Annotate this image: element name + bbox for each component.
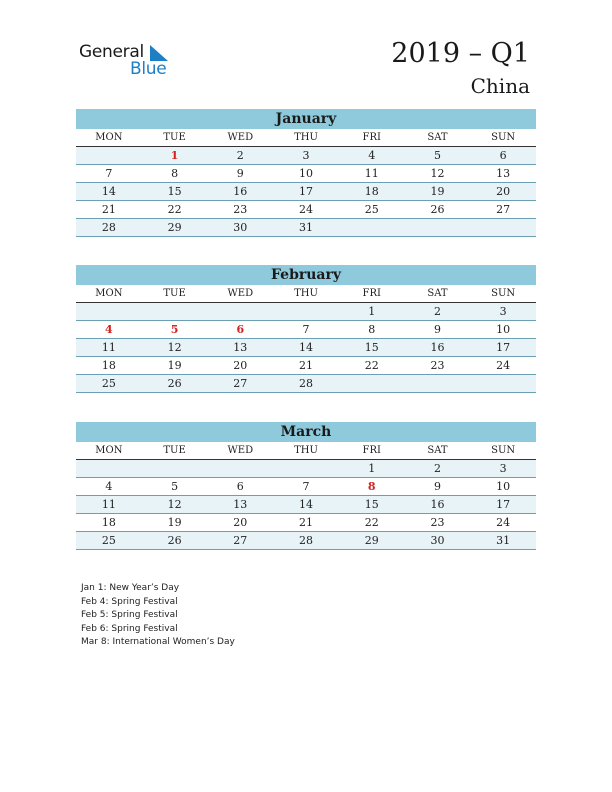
- holiday-date-cell: 1: [170, 149, 179, 162]
- date-cell: 23: [233, 203, 248, 216]
- generalblue-logo: [79, 42, 189, 82]
- date-cell: 28: [101, 221, 116, 234]
- holiday-note: Feb 5: Spring Festival: [81, 610, 178, 620]
- date-cell: 24: [299, 203, 314, 216]
- date-cell: 28: [299, 377, 314, 390]
- date-cell: 9: [433, 480, 441, 493]
- month-header: January: [76, 109, 536, 129]
- date-cell: 24: [496, 516, 511, 529]
- holiday-date-cell: 5: [170, 323, 179, 336]
- weekday-label: WED: [227, 132, 254, 143]
- holiday-date-cell: 8: [367, 480, 376, 493]
- date-cell: 26: [167, 534, 182, 547]
- date-cell: 28: [299, 534, 314, 547]
- weekday-label: SUN: [491, 288, 516, 299]
- date-cell: 15: [167, 185, 182, 198]
- weekday-label: THU: [294, 445, 318, 456]
- date-cell: 13: [233, 341, 248, 354]
- logo-blue-text: Blue: [130, 59, 167, 79]
- holiday-notes: [81, 582, 235, 650]
- date-cell: [273, 303, 339, 320]
- date-cell: 22: [364, 516, 379, 529]
- date-cell: 19: [167, 359, 182, 372]
- date-cell: [142, 303, 208, 320]
- weekday-label: SAT: [427, 445, 448, 456]
- date-cell: 22: [364, 359, 379, 372]
- date-cell: 2: [433, 305, 441, 318]
- date-cell: [339, 219, 405, 236]
- date-cell: 25: [364, 203, 379, 216]
- date-cell: 16: [233, 185, 248, 198]
- date-cell: 15: [364, 341, 379, 354]
- date-cell: 22: [167, 203, 182, 216]
- date-cell: 8: [171, 167, 179, 180]
- month-header: March: [76, 422, 536, 442]
- date-cell: 19: [430, 185, 445, 198]
- date-cell: [207, 303, 273, 320]
- date-cell: 20: [496, 185, 511, 198]
- date-cell: 16: [430, 498, 445, 511]
- date-cell: 25: [101, 534, 116, 547]
- date-cell: 17: [496, 498, 511, 511]
- date-cell: [273, 460, 339, 477]
- date-cell: 13: [496, 167, 511, 180]
- weekday-label: MON: [95, 445, 123, 456]
- weekday-label: TUE: [163, 445, 186, 456]
- month-march: [76, 422, 536, 550]
- date-cell: [470, 375, 536, 392]
- date-cell: 25: [101, 377, 116, 390]
- date-cell: 9: [433, 323, 441, 336]
- date-cell: 11: [101, 498, 116, 511]
- date-cell: 30: [233, 221, 248, 234]
- month-january: [76, 109, 536, 237]
- date-cell: 23: [430, 359, 445, 372]
- week-row: [76, 478, 536, 496]
- date-cell: 14: [299, 498, 314, 511]
- holiday-note: Feb 6: Spring Festival: [81, 623, 178, 634]
- date-cell: [142, 460, 208, 477]
- date-cell: 4: [368, 149, 376, 162]
- weekday-label: FRI: [362, 445, 381, 456]
- week-row: [76, 357, 536, 375]
- weekday-label: WED: [227, 288, 254, 299]
- weekday-label: FRI: [362, 288, 381, 299]
- date-cell: 6: [236, 480, 244, 493]
- week-row: [76, 532, 536, 550]
- date-cell: 6: [499, 149, 507, 162]
- date-cell: 2: [236, 149, 244, 162]
- date-cell: 17: [299, 185, 314, 198]
- date-cell: 14: [299, 341, 314, 354]
- weekday-label: MON: [95, 132, 123, 143]
- date-cell: 26: [167, 377, 182, 390]
- date-cell: 26: [430, 203, 445, 216]
- date-cell: 8: [368, 323, 376, 336]
- month-february: [76, 265, 536, 393]
- weekday-label: SUN: [491, 445, 516, 456]
- date-cell: [76, 147, 142, 164]
- week-row: [76, 183, 536, 201]
- date-cell: 2: [433, 462, 441, 475]
- month-header: February: [76, 265, 536, 285]
- date-cell: 30: [430, 534, 445, 547]
- date-cell: 13: [233, 498, 248, 511]
- date-cell: 3: [499, 305, 507, 318]
- date-cell: 18: [364, 185, 379, 198]
- date-cell: 29: [167, 221, 182, 234]
- date-cell: 12: [167, 498, 182, 511]
- week-row: [76, 321, 536, 339]
- date-cell: 7: [302, 323, 310, 336]
- holiday-note: Feb 4: Spring Festival: [81, 596, 178, 607]
- date-cell: 12: [430, 167, 445, 180]
- date-cell: 21: [299, 516, 314, 529]
- weekday-label: TUE: [163, 132, 186, 143]
- date-cell: 27: [496, 203, 511, 216]
- weekday-label: TUE: [163, 288, 186, 299]
- weekday-header-row: [76, 129, 536, 147]
- date-cell: 23: [430, 516, 445, 529]
- date-cell: 20: [233, 359, 248, 372]
- date-cell: 15: [364, 498, 379, 511]
- date-cell: 10: [299, 167, 314, 180]
- date-cell: 31: [299, 221, 314, 234]
- date-cell: 12: [167, 341, 182, 354]
- date-cell: [207, 460, 273, 477]
- holiday-date-cell: 6: [236, 323, 245, 336]
- date-cell: 11: [364, 167, 379, 180]
- weekday-label: MON: [95, 288, 123, 299]
- date-cell: 27: [233, 377, 248, 390]
- weekday-label: SUN: [491, 132, 516, 143]
- week-row: [76, 460, 536, 478]
- holiday-note: Jan 1: New Year’s Day: [81, 583, 180, 593]
- date-cell: 10: [496, 323, 511, 336]
- date-cell: 20: [233, 516, 248, 529]
- weekday-header-row: [76, 442, 536, 460]
- date-cell: [76, 460, 142, 477]
- week-row: [76, 147, 536, 165]
- date-cell: [339, 375, 405, 392]
- week-row: [76, 375, 536, 393]
- date-cell: 17: [496, 341, 511, 354]
- week-row: [76, 303, 536, 321]
- date-cell: 7: [105, 167, 113, 180]
- date-cell: 1: [368, 305, 376, 318]
- date-cell: 10: [496, 480, 511, 493]
- page-title-country: China: [470, 74, 530, 98]
- week-row: [76, 339, 536, 357]
- date-cell: 18: [101, 359, 116, 372]
- date-cell: [405, 219, 471, 236]
- weekday-label: THU: [294, 288, 318, 299]
- page-title-year-quarter: 2019 – Q1: [391, 38, 530, 69]
- weekday-label: SAT: [427, 132, 448, 143]
- week-row: [76, 219, 536, 237]
- date-cell: 21: [299, 359, 314, 372]
- date-cell: 24: [496, 359, 511, 372]
- date-cell: 4: [105, 480, 113, 493]
- date-cell: 11: [101, 341, 116, 354]
- date-cell: 5: [171, 480, 179, 493]
- holiday-note: Mar 8: International Women’s Day: [81, 637, 235, 647]
- date-cell: 21: [101, 203, 116, 216]
- weekday-header-row: [76, 285, 536, 303]
- week-row: [76, 165, 536, 183]
- date-cell: 9: [236, 167, 244, 180]
- date-cell: [470, 219, 536, 236]
- date-cell: 3: [499, 462, 507, 475]
- date-cell: 3: [302, 149, 310, 162]
- date-cell: 1: [368, 462, 376, 475]
- date-cell: 27: [233, 534, 248, 547]
- date-cell: 19: [167, 516, 182, 529]
- holiday-date-cell: 4: [105, 323, 113, 336]
- date-cell: 7: [302, 480, 310, 493]
- week-row: [76, 496, 536, 514]
- weekday-label: SAT: [427, 288, 448, 299]
- date-cell: 29: [364, 534, 379, 547]
- week-row: [76, 201, 536, 219]
- week-row: [76, 514, 536, 532]
- date-cell: 5: [433, 149, 441, 162]
- date-cell: [405, 375, 471, 392]
- weekday-label: WED: [227, 445, 254, 456]
- date-cell: 31: [496, 534, 511, 547]
- date-cell: 14: [101, 185, 116, 198]
- date-cell: [76, 303, 142, 320]
- date-cell: 16: [430, 341, 445, 354]
- logo-general-text: General: [79, 42, 144, 62]
- weekday-label: FRI: [362, 132, 381, 143]
- date-cell: 18: [101, 516, 116, 529]
- weekday-label: THU: [294, 132, 318, 143]
